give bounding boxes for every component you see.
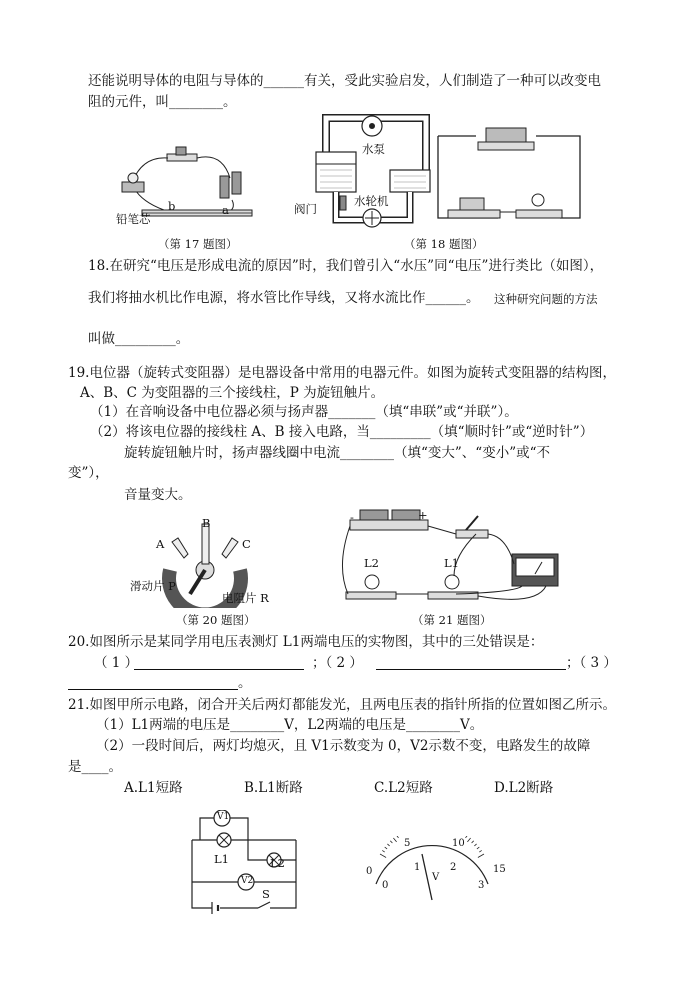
meter-tick — [393, 838, 396, 842]
fig20-caption: （第 20 题图） — [176, 613, 256, 627]
q18-line2a: 我们将抽水机比作电源，将水管比作导线，又将水流比作______。 — [88, 290, 480, 306]
q20-blank-2 — [376, 669, 566, 670]
meter-unit: V — [432, 872, 440, 883]
fig20-label-c: C — [242, 537, 251, 551]
fig18-water-analogy — [298, 112, 588, 234]
circuit-v2-label: V2 — [241, 876, 254, 886]
q20-line1: 20.如图所示是某同学用电压表测灯 L1两端电压的实物图，其中的三处错误是： — [68, 634, 544, 650]
fig17-caption: （第 17 题图） — [158, 237, 238, 251]
q20-line2a: （ 1 ） — [94, 655, 139, 671]
meter-tick — [385, 847, 387, 849]
fig20-label-a: A — [156, 537, 165, 551]
q19-line6: 变”）， — [68, 465, 109, 481]
meter-needle — [422, 854, 432, 900]
meter-tick — [380, 854, 386, 858]
q21-line1: 21.如图甲所示电路，闭合开关后两灯都能发光，且两电压表的指针所指的位置如图乙所示。 — [68, 697, 616, 713]
q21-line3: （2）一段时间后，两灯均熄灭，且 V1示数变为 0，V2示数不变，电路发生的故障 — [96, 738, 591, 754]
meter-bottom-1: 1 — [414, 862, 421, 873]
meter-top-0: 0 — [366, 866, 373, 877]
q20-line2c: ；（ 3 ） — [566, 655, 617, 671]
q19-line5: 旋转旋钮触片时，扬声器线圈中电流________（填“变大”、“变小”或“不 — [124, 445, 551, 461]
meter-tick — [467, 838, 470, 842]
q18-line1: 18.在研究“电压是形成电流的原因”时，我们曾引入“水压”同“电压”进行类比（如图）， — [88, 258, 604, 274]
meter-tick — [382, 850, 384, 852]
fig18-caption: （第 18 题图） — [404, 237, 484, 251]
meter-tick — [474, 844, 476, 846]
q21-option-d: D.L2断路 — [494, 780, 554, 796]
meter-tick — [387, 844, 389, 846]
q21-circuit-diagram — [184, 810, 304, 916]
q20-blank-1 — [134, 669, 304, 670]
q18-line3: 叫做_________。 — [88, 331, 190, 347]
circuit-l2-label: L2 — [270, 856, 285, 870]
q21-option-b: B.L1断路 — [244, 780, 303, 796]
q19-line3: （1）在音响设备中电位器必须与扬声器_______（填“串联”或“并联”）。 — [90, 404, 518, 420]
q17-line2: 阻的元件，叫________。 — [88, 94, 237, 110]
circuit-l1-label: L1 — [214, 852, 229, 866]
meter-bottom-3: 3 — [478, 880, 485, 891]
q17-line1: 还能说明导体的电阻与导体的______有关，受此实验启发，人们制造了一种可以改变电 — [88, 73, 601, 89]
q18-line2b: 这种研究问题的方法 — [494, 292, 598, 306]
fig21-label-plus: + — [418, 508, 428, 522]
fig18-label-turbine: 水轮机 — [354, 194, 389, 208]
fig21-label-l1: L1 — [444, 556, 459, 570]
fig20-label-b: B — [202, 516, 211, 530]
q19-line7: 音量变大。 — [124, 487, 192, 503]
q21-line4: 是____。 — [68, 759, 122, 775]
q21-line2: （1）L1两端的电压是________V，L2两端的电压是________V。 — [96, 717, 484, 733]
meter-tick — [472, 841, 474, 843]
fig21-label-l2: L2 — [364, 556, 379, 570]
q19-line4: （2）将该电位器的接线柱 A、B 接入电路，当_________（填“顺时针”或“逆时针”） — [90, 424, 594, 440]
fig17-label-pencil: 铅笔芯 — [116, 212, 151, 226]
circuit-v1-label: V1 — [217, 812, 230, 822]
q21-option-c: C.L2短路 — [374, 780, 433, 796]
meter-top-10: 10 — [452, 838, 465, 849]
fig20-label-p: 滑动片 P — [130, 579, 176, 593]
fig20-label-r: 电阻片 R — [222, 591, 269, 605]
fig17-label-b: b — [168, 199, 176, 213]
meter-top-15: 15 — [493, 864, 506, 875]
q20-line3: 。 — [238, 675, 252, 691]
q20-line2b: ；（ 2 ） — [312, 655, 363, 671]
fig21-caption: （第 21 题图） — [412, 613, 492, 627]
fig18-label-valve: 阀门 — [294, 202, 317, 216]
meter-bottom-0: 0 — [382, 880, 389, 891]
q21-option-a: A.L1短路 — [124, 780, 183, 796]
meter-tick — [479, 850, 481, 852]
circuit-s-label: S — [262, 887, 270, 901]
meter-tick — [397, 836, 399, 838]
q19-line2: A、B、C 为变阻器的三个接线柱，P 为旋钮触片。 — [80, 385, 385, 401]
fig17-label-a: a — [222, 203, 229, 217]
meter-tick — [466, 836, 468, 838]
meter-tick — [478, 854, 484, 858]
q20-blank-3 — [68, 689, 238, 690]
meter-top-5: 5 — [404, 838, 411, 849]
q21-voltmeter-dial — [362, 836, 502, 906]
q19-line1: 19.电位器（旋转式变阻器）是电器设备中常用的电器元件。如图为旋转式变阻器的结构图， — [68, 365, 616, 381]
fig21-label-minus: - — [350, 510, 354, 524]
meter-bottom-2: 2 — [450, 862, 457, 873]
meter-tick — [477, 847, 479, 849]
fig18-label-pump: 水泵 — [362, 142, 385, 156]
meter-tick — [390, 841, 392, 843]
